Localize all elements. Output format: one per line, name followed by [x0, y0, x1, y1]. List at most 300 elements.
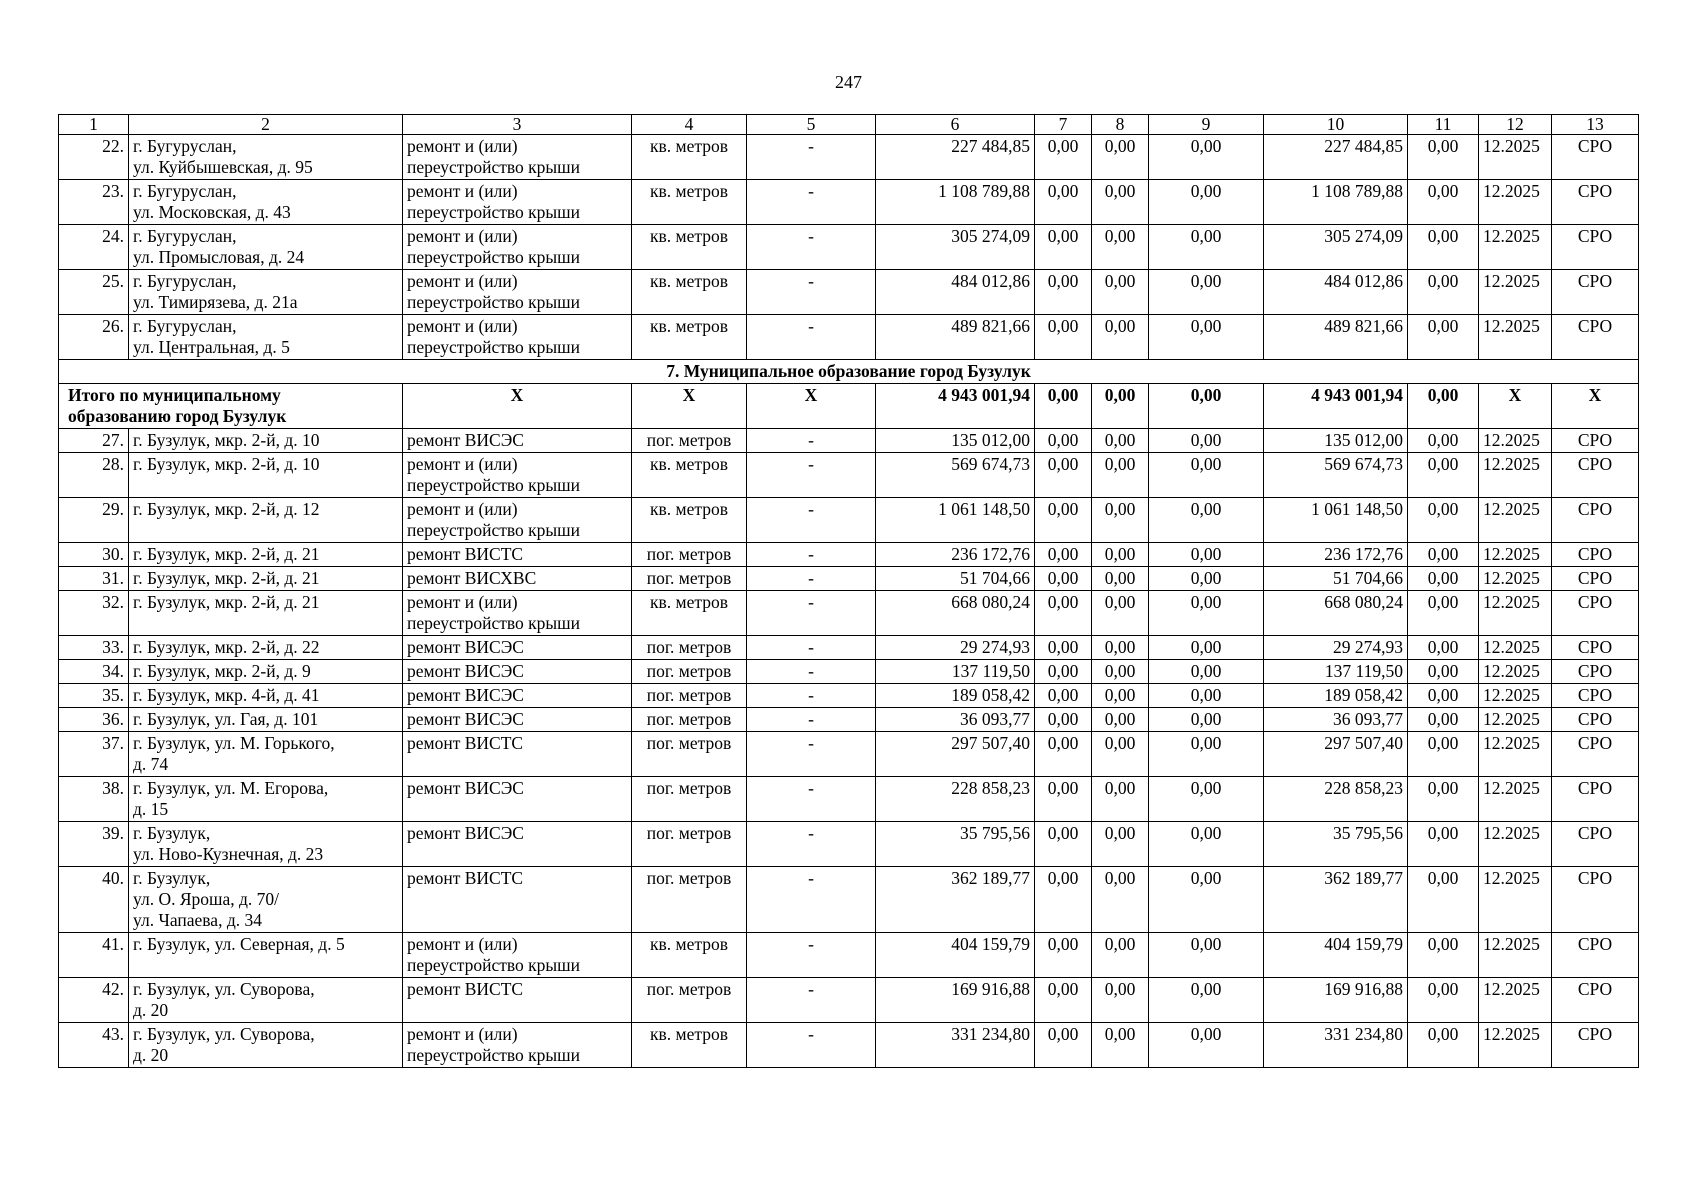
table-row [59, 135, 1639, 180]
cost-cell: 668 080,24 [876, 591, 1035, 636]
unit-cell: пог. метров [632, 777, 747, 822]
table-row [59, 498, 1639, 543]
fund-cell: 0,00 [1092, 684, 1149, 708]
column-number: 10 [1264, 115, 1408, 135]
column-number: 5 [747, 115, 876, 135]
cost-total-cell: 362 189,77 [1264, 867, 1408, 933]
table-row [59, 1023, 1639, 1068]
method-cell: СРО [1552, 498, 1639, 543]
table-row [59, 732, 1639, 777]
cost-total-cell: 227 484,85 [1264, 135, 1408, 180]
table-row [59, 270, 1639, 315]
row-number: 29. [59, 498, 129, 543]
fund-cell: 0,00 [1408, 636, 1479, 660]
fund-cell: 0,00 [1035, 867, 1092, 933]
unit-cell: кв. метров [632, 453, 747, 498]
row-number: 35. [59, 684, 129, 708]
table-row [59, 453, 1639, 498]
method-cell: СРО [1552, 636, 1639, 660]
address-line: д. 20 [133, 1000, 169, 1020]
cost-cell: 569 674,73 [876, 453, 1035, 498]
row-number: 22. [59, 135, 129, 180]
unit-cell: пог. метров [632, 867, 747, 933]
fund-cell: 0,00 [1149, 822, 1264, 867]
address-cell [129, 822, 403, 867]
row-number: 37. [59, 732, 129, 777]
address-cell [129, 543, 403, 567]
address-cell [129, 933, 403, 978]
address-cell [129, 591, 403, 636]
fund-cell: 0,00 [1149, 453, 1264, 498]
row-number: 40. [59, 867, 129, 933]
fund-cell: 0,00 [1408, 315, 1479, 360]
fund-cell: 0,00 [1408, 498, 1479, 543]
address-line: г. Бугуруслан, [133, 226, 237, 246]
address-line: г. Бузулук, ул. Суворова, [133, 979, 315, 999]
work-type-cell [403, 180, 632, 225]
column-number: 4 [632, 115, 747, 135]
fund-cell: 0,00 [1149, 225, 1264, 270]
address-line: г. Бузулук, мкр. 2-й, д. 9 [133, 661, 311, 681]
volume-cell: - [747, 543, 876, 567]
work-type-cell [403, 543, 632, 567]
fund-cell: 0,00 [1149, 270, 1264, 315]
volume-cell: - [747, 867, 876, 933]
fund-cell: 0,00 [1035, 429, 1092, 453]
work-type-line: ремонт ВИСТС [407, 733, 524, 753]
work-type-cell [403, 498, 632, 543]
unit-cell: пог. метров [632, 429, 747, 453]
fund-cell: 0,00 [1149, 591, 1264, 636]
work-type-line: ремонт ВИСТС [407, 979, 524, 999]
cost-cell: 1 061 148,50 [876, 498, 1035, 543]
table-row [59, 543, 1639, 567]
volume-cell: - [747, 777, 876, 822]
fund-cell: 0,00 [1408, 591, 1479, 636]
row-number: 24. [59, 225, 129, 270]
deadline-cell: 12.2025 [1479, 567, 1552, 591]
cost-cell: 51 704,66 [876, 567, 1035, 591]
page-number: 247 [835, 72, 862, 92]
method-cell: СРО [1552, 933, 1639, 978]
work-type-cell [403, 684, 632, 708]
address-cell [129, 732, 403, 777]
address-line: г. Бузулук, мкр. 2-й, д. 21 [133, 592, 320, 612]
work-type-line: ремонт ВИСТС [407, 544, 524, 564]
fund-cell: 0,00 [1149, 978, 1264, 1023]
volume-cell: - [747, 225, 876, 270]
fund-cell: 0,00 [1035, 777, 1092, 822]
total-cell: X [632, 384, 747, 429]
cost-total-cell: 1 061 148,50 [1264, 498, 1408, 543]
deadline-cell: 12.2025 [1479, 498, 1552, 543]
work-type-cell [403, 453, 632, 498]
fund-cell: 0,00 [1092, 453, 1149, 498]
method-cell: СРО [1552, 591, 1639, 636]
work-type-line: ремонт и (или) [407, 1024, 518, 1044]
column-number: 6 [876, 115, 1035, 135]
fund-cell: 0,00 [1408, 732, 1479, 777]
address-cell [129, 567, 403, 591]
works-table [58, 114, 1639, 1068]
row-number: 39. [59, 822, 129, 867]
address-line: г. Бузулук, [133, 868, 211, 888]
fund-cell: 0,00 [1408, 684, 1479, 708]
address-cell [129, 978, 403, 1023]
work-type-cell [403, 636, 632, 660]
unit-cell: кв. метров [632, 270, 747, 315]
method-cell: СРО [1552, 867, 1639, 933]
address-cell [129, 636, 403, 660]
cost-total-cell: 1 108 789,88 [1264, 180, 1408, 225]
address-cell [129, 429, 403, 453]
fund-cell: 0,00 [1408, 708, 1479, 732]
cost-cell: 36 093,77 [876, 708, 1035, 732]
work-type-line: переустройство крыши [407, 157, 580, 177]
method-cell: СРО [1552, 567, 1639, 591]
address-line: г. Бузулук, ул. М. Горького, [133, 733, 335, 753]
total-cell: X [1479, 384, 1552, 429]
fund-cell: 0,00 [1149, 933, 1264, 978]
table-row [59, 636, 1639, 660]
address-line: г. Бузулук, [133, 823, 211, 843]
unit-cell: пог. метров [632, 543, 747, 567]
address-cell [129, 660, 403, 684]
fund-cell: 0,00 [1408, 180, 1479, 225]
fund-cell: 0,00 [1149, 732, 1264, 777]
address-cell [129, 225, 403, 270]
cost-total-cell: 668 080,24 [1264, 591, 1408, 636]
fund-cell: 0,00 [1408, 1023, 1479, 1068]
address-cell [129, 135, 403, 180]
fund-cell: 0,00 [1408, 543, 1479, 567]
row-number: 25. [59, 270, 129, 315]
unit-cell: кв. метров [632, 225, 747, 270]
row-number: 30. [59, 543, 129, 567]
work-type-line: переустройство крыши [407, 475, 580, 495]
work-type-cell [403, 933, 632, 978]
volume-cell: - [747, 591, 876, 636]
address-line: г. Бузулук, мкр. 2-й, д. 10 [133, 430, 320, 450]
address-line: ул. Ново-Кузнечная, д. 23 [133, 844, 324, 864]
total-label-line: образованию город Бузулук [68, 406, 287, 426]
deadline-cell: 12.2025 [1479, 270, 1552, 315]
method-cell: СРО [1552, 429, 1639, 453]
method-cell: СРО [1552, 180, 1639, 225]
fund-cell: 0,00 [1408, 567, 1479, 591]
deadline-cell: 12.2025 [1479, 822, 1552, 867]
cost-total-cell: 189 058,42 [1264, 684, 1408, 708]
work-type-line: переустройство крыши [407, 247, 580, 267]
deadline-cell: 12.2025 [1479, 429, 1552, 453]
address-line: ул. О. Яроша, д. 70/ [133, 889, 280, 909]
cost-cell: 189 058,42 [876, 684, 1035, 708]
fund-cell: 0,00 [1149, 567, 1264, 591]
volume-cell: - [747, 732, 876, 777]
work-type-cell [403, 1023, 632, 1068]
fund-cell: 0,00 [1035, 135, 1092, 180]
address-line: г. Бузулук, мкр. 2-й, д. 22 [133, 637, 320, 657]
work-type-cell [403, 429, 632, 453]
work-type-line: ремонт ВИСХВС [407, 568, 537, 588]
deadline-cell: 12.2025 [1479, 591, 1552, 636]
method-cell: СРО [1552, 270, 1639, 315]
table-row [59, 591, 1639, 636]
cost-total-cell: 35 795,56 [1264, 822, 1408, 867]
fund-cell: 0,00 [1092, 732, 1149, 777]
volume-cell: - [747, 180, 876, 225]
fund-cell: 0,00 [1092, 978, 1149, 1023]
total-label [59, 384, 403, 429]
address-cell [129, 498, 403, 543]
deadline-cell: 12.2025 [1479, 636, 1552, 660]
cost-cell: 135 012,00 [876, 429, 1035, 453]
deadline-cell: 12.2025 [1479, 978, 1552, 1023]
fund-cell: 0,00 [1035, 933, 1092, 978]
cost-total-cell: 331 234,80 [1264, 1023, 1408, 1068]
address-cell [129, 315, 403, 360]
fund-cell: 0,00 [1149, 315, 1264, 360]
work-type-line: ремонт и (или) [407, 181, 518, 201]
volume-cell: - [747, 684, 876, 708]
row-number: 31. [59, 567, 129, 591]
fund-cell: 0,00 [1035, 732, 1092, 777]
work-type-line: ремонт и (или) [407, 316, 518, 336]
work-type-cell [403, 315, 632, 360]
work-type-line: ремонт ВИСЭС [407, 709, 524, 729]
fund-cell: 0,00 [1408, 822, 1479, 867]
fund-cell: 0,00 [1092, 636, 1149, 660]
table-row [59, 684, 1639, 708]
work-type-cell [403, 822, 632, 867]
cost-total-cell: 569 674,73 [1264, 453, 1408, 498]
work-type-line: переустройство крыши [407, 955, 580, 975]
work-type-line: ремонт ВИСЭС [407, 661, 524, 681]
fund-cell: 0,00 [1035, 822, 1092, 867]
unit-cell: пог. метров [632, 684, 747, 708]
method-cell: СРО [1552, 684, 1639, 708]
work-type-line: ремонт и (или) [407, 592, 518, 612]
work-type-cell [403, 567, 632, 591]
column-number: 9 [1149, 115, 1264, 135]
cost-cell: 489 821,66 [876, 315, 1035, 360]
cost-total-cell: 484 012,86 [1264, 270, 1408, 315]
method-cell: СРО [1552, 660, 1639, 684]
column-number: 1 [59, 115, 129, 135]
row-number: 34. [59, 660, 129, 684]
fund-cell: 0,00 [1092, 933, 1149, 978]
row-number: 26. [59, 315, 129, 360]
fund-cell: 0,00 [1035, 225, 1092, 270]
fund-cell: 0,00 [1035, 543, 1092, 567]
row-number: 41. [59, 933, 129, 978]
fund-cell: 0,00 [1035, 684, 1092, 708]
volume-cell: - [747, 567, 876, 591]
fund-cell: 0,00 [1149, 660, 1264, 684]
total-cell: 0,00 [1035, 384, 1092, 429]
fund-cell: 0,00 [1092, 543, 1149, 567]
work-type-cell [403, 591, 632, 636]
fund-cell: 0,00 [1408, 453, 1479, 498]
total-cell: 0,00 [1092, 384, 1149, 429]
method-cell: СРО [1552, 1023, 1639, 1068]
work-type-line: переустройство крыши [407, 202, 580, 222]
unit-cell: кв. метров [632, 933, 747, 978]
fund-cell: 0,00 [1035, 636, 1092, 660]
address-line: г. Бугуруслан, [133, 271, 237, 291]
fund-cell: 0,00 [1092, 498, 1149, 543]
column-number: 13 [1552, 115, 1639, 135]
work-type-line: ремонт ВИСТС [407, 868, 524, 888]
total-cell: 0,00 [1408, 384, 1479, 429]
fund-cell: 0,00 [1149, 867, 1264, 933]
address-cell [129, 270, 403, 315]
fund-cell: 0,00 [1092, 180, 1149, 225]
fund-cell: 0,00 [1408, 660, 1479, 684]
fund-cell: 0,00 [1408, 135, 1479, 180]
fund-cell: 0,00 [1408, 933, 1479, 978]
total-cell: X [1552, 384, 1639, 429]
work-type-cell [403, 225, 632, 270]
method-cell: СРО [1552, 315, 1639, 360]
work-type-cell [403, 708, 632, 732]
fund-cell: 0,00 [1149, 1023, 1264, 1068]
column-number: 7 [1035, 115, 1092, 135]
row-number: 38. [59, 777, 129, 822]
work-type-cell [403, 135, 632, 180]
unit-cell: кв. метров [632, 498, 747, 543]
fund-cell: 0,00 [1149, 777, 1264, 822]
table-row [59, 660, 1639, 684]
fund-cell: 0,00 [1035, 315, 1092, 360]
fund-cell: 0,00 [1149, 708, 1264, 732]
deadline-cell: 12.2025 [1479, 732, 1552, 777]
fund-cell: 0,00 [1035, 1023, 1092, 1068]
fund-cell: 0,00 [1149, 636, 1264, 660]
fund-cell: 0,00 [1092, 1023, 1149, 1068]
table-row [59, 708, 1639, 732]
cost-total-cell: 169 916,88 [1264, 978, 1408, 1023]
fund-cell: 0,00 [1035, 660, 1092, 684]
work-type-cell [403, 978, 632, 1023]
cost-total-cell: 404 159,79 [1264, 933, 1408, 978]
cost-total-cell: 297 507,40 [1264, 732, 1408, 777]
fund-cell: 0,00 [1149, 135, 1264, 180]
method-cell: СРО [1552, 225, 1639, 270]
unit-cell: пог. метров [632, 978, 747, 1023]
address-line: г. Бузулук, мкр. 2-й, д. 21 [133, 544, 320, 564]
deadline-cell: 12.2025 [1479, 135, 1552, 180]
volume-cell: - [747, 636, 876, 660]
unit-cell: пог. метров [632, 732, 747, 777]
address-line: ул. Центральная, д. 5 [133, 337, 290, 357]
deadline-cell: 12.2025 [1479, 777, 1552, 822]
address-cell [129, 1023, 403, 1068]
deadline-cell: 12.2025 [1479, 708, 1552, 732]
work-type-line: ремонт ВИСЭС [407, 637, 524, 657]
work-type-line: ремонт ВИСЭС [407, 778, 524, 798]
fund-cell: 0,00 [1092, 315, 1149, 360]
work-type-line: переустройство крыши [407, 292, 580, 312]
address-line: ул. Чапаева, д. 34 [133, 910, 262, 930]
work-type-line: ремонт и (или) [407, 271, 518, 291]
address-line: г. Бузулук, мкр. 2-й, д. 10 [133, 454, 320, 474]
fund-cell: 0,00 [1092, 225, 1149, 270]
fund-cell: 0,00 [1092, 708, 1149, 732]
deadline-cell: 12.2025 [1479, 315, 1552, 360]
cost-cell: 305 274,09 [876, 225, 1035, 270]
address-line: ул. Московская, д. 43 [133, 202, 291, 222]
method-cell: СРО [1552, 822, 1639, 867]
fund-cell: 0,00 [1149, 180, 1264, 225]
fund-cell: 0,00 [1092, 867, 1149, 933]
address-cell [129, 684, 403, 708]
volume-cell: - [747, 660, 876, 684]
table-row [59, 567, 1639, 591]
work-type-line: ремонт ВИСЭС [407, 823, 524, 843]
cost-total-cell: 236 172,76 [1264, 543, 1408, 567]
deadline-cell: 12.2025 [1479, 1023, 1552, 1068]
cost-cell: 236 172,76 [876, 543, 1035, 567]
row-number: 32. [59, 591, 129, 636]
cost-cell: 1 108 789,88 [876, 180, 1035, 225]
column-number: 2 [129, 115, 403, 135]
address-cell [129, 453, 403, 498]
cost-total-cell: 137 119,50 [1264, 660, 1408, 684]
work-type-line: ремонт и (или) [407, 454, 518, 474]
row-number: 27. [59, 429, 129, 453]
fund-cell: 0,00 [1035, 180, 1092, 225]
address-line: г. Бузулук, мкр. 4-й, д. 41 [133, 685, 320, 705]
unit-cell: пог. метров [632, 822, 747, 867]
row-number: 28. [59, 453, 129, 498]
address-line: г. Бузулук, ул. Северная, д. 5 [133, 934, 345, 954]
cost-total-cell: 51 704,66 [1264, 567, 1408, 591]
fund-cell: 0,00 [1149, 543, 1264, 567]
volume-cell: - [747, 978, 876, 1023]
method-cell: СРО [1552, 978, 1639, 1023]
fund-cell: 0,00 [1092, 822, 1149, 867]
address-line: г. Бугуруслан, [133, 316, 237, 336]
column-number-header [59, 115, 1639, 135]
cost-cell: 227 484,85 [876, 135, 1035, 180]
address-cell [129, 708, 403, 732]
column-number: 11 [1408, 115, 1479, 135]
work-type-line: ремонт и (или) [407, 226, 518, 246]
table-row [59, 315, 1639, 360]
section-heading-row [59, 360, 1639, 384]
fund-cell: 0,00 [1092, 567, 1149, 591]
table-row [59, 978, 1639, 1023]
table-row [59, 822, 1639, 867]
total-cell: X [403, 384, 632, 429]
cost-cell: 404 159,79 [876, 933, 1035, 978]
work-type-line: переустройство крыши [407, 613, 580, 633]
address-cell [129, 180, 403, 225]
volume-cell: - [747, 135, 876, 180]
cost-cell: 228 858,23 [876, 777, 1035, 822]
volume-cell: - [747, 933, 876, 978]
unit-cell: кв. метров [632, 180, 747, 225]
cost-total-cell: 228 858,23 [1264, 777, 1408, 822]
method-cell: СРО [1552, 708, 1639, 732]
fund-cell: 0,00 [1408, 867, 1479, 933]
fund-cell: 0,00 [1408, 978, 1479, 1023]
address-line: г. Бузулук, ул. М. Егорова, [133, 778, 329, 798]
volume-cell: - [747, 1023, 876, 1068]
address-line: ул. Промысловая, д. 24 [133, 247, 305, 267]
deadline-cell: 12.2025 [1479, 684, 1552, 708]
